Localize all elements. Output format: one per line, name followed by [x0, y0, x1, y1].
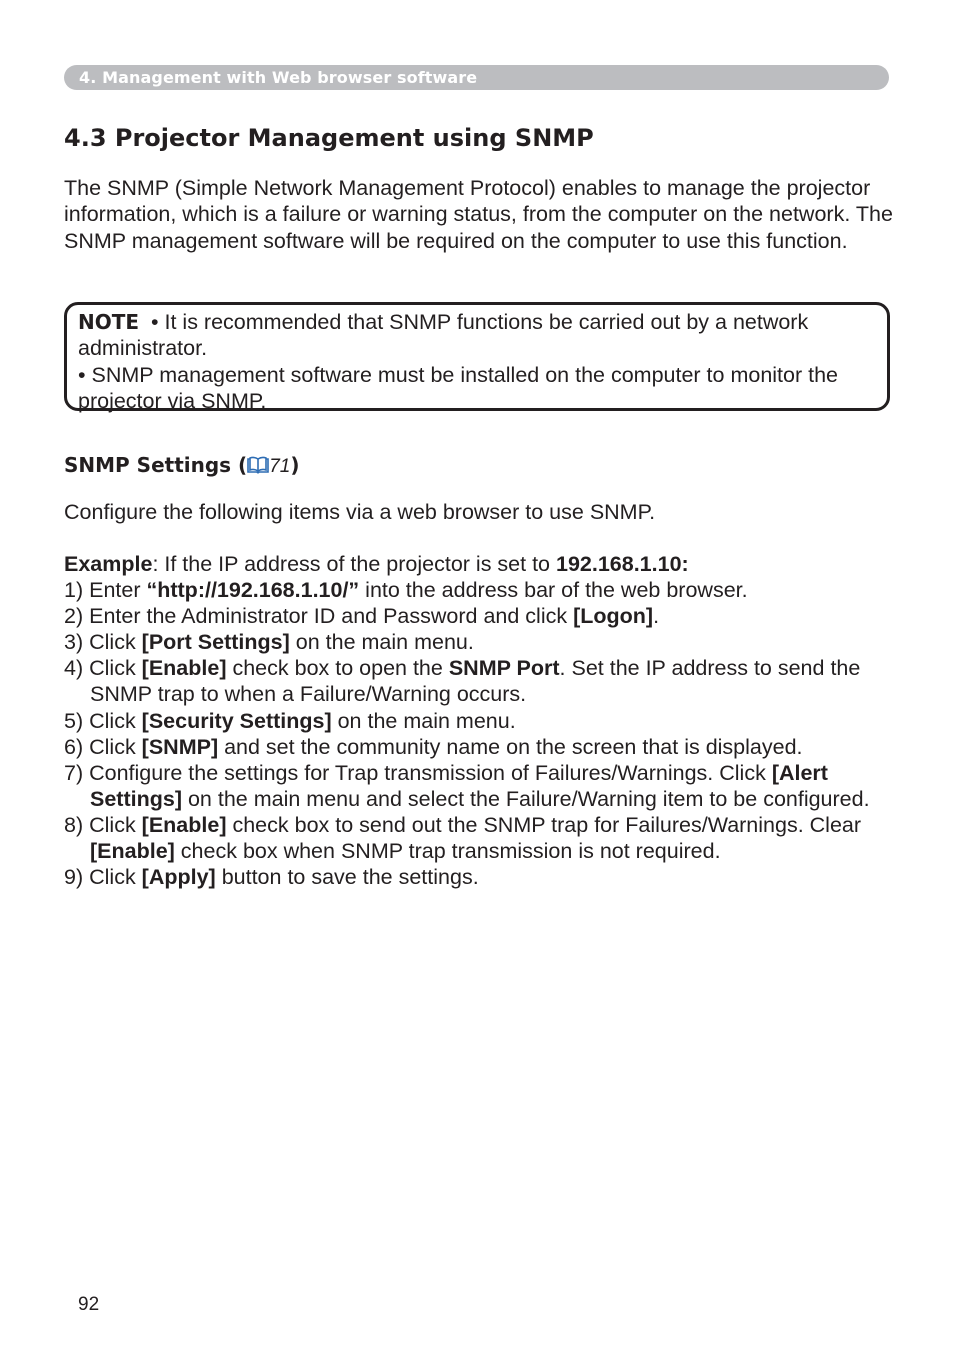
step-text: Click — [89, 812, 142, 837]
step-text: Click — [89, 734, 142, 759]
intro-paragraph: The SNMP (Simple Network Management Protocol) enables to manage the projector information, which is a failure or warning status, from the computer on the network. The SNMP management software will be required on the computer to use this function. — [64, 176, 893, 253]
step-item — [64, 734, 894, 760]
example-block — [64, 551, 894, 890]
step-text: button to save the settings. — [215, 865, 479, 890]
step-text: on the main menu. — [331, 708, 516, 733]
book-reference-icon — [247, 456, 269, 474]
step-text: and set the community name on the screen that is displayed. — [218, 734, 803, 759]
step-number: 1) — [64, 578, 84, 603]
step-item — [64, 629, 894, 655]
step-text: Enter the Administrator ID and Password and click — [89, 604, 574, 629]
step-item — [64, 812, 894, 864]
example-text: : If the IP address of the projector is set to — [152, 552, 556, 576]
note-text-2: • SNMP management software must be installed on the computer to monitor the projector via SNMP. — [78, 362, 839, 413]
step-text: Configure the settings for Trap transmission of Failures/Warnings. Click — [89, 760, 772, 785]
reference-page-link[interactable]: 71 — [269, 456, 291, 477]
note-label: NOTE — [78, 310, 140, 334]
step-item — [64, 577, 894, 603]
snmp-settings-label: SNMP Settings ( — [64, 453, 248, 477]
note-box — [64, 302, 890, 411]
step-emphasis: [SNMP] — [141, 734, 219, 759]
step-emphasis: [Port Settings] — [141, 630, 290, 655]
step-text: Click — [89, 865, 142, 890]
step-text: . — [653, 604, 660, 629]
example-line — [64, 551, 894, 577]
step-text: check box when SNMP trap transmission is not required. — [174, 839, 721, 864]
step-number: 9) — [64, 865, 84, 890]
step-item — [64, 760, 894, 812]
snmp-settings-heading — [64, 453, 299, 478]
step-number: 7) — [64, 760, 84, 785]
step-emphasis: [Enable] — [90, 839, 175, 864]
step-text: on the main menu and select the Failure/Warning item to be configured. — [181, 786, 870, 811]
step-text: on the main menu. — [289, 630, 474, 655]
steps-list — [64, 577, 894, 890]
step-text: . Set the IP address to send the SNMP trap to when a Failure/Warning occurs. — [90, 656, 861, 707]
step-emphasis: “http://192.168.1.10/” — [146, 578, 360, 603]
step-number: 3) — [64, 630, 84, 655]
step-emphasis: [Apply] — [141, 865, 216, 890]
step-emphasis: [Logon] — [573, 604, 654, 629]
step-item — [64, 708, 894, 734]
step-item — [64, 655, 894, 707]
page-number: 92 — [78, 1294, 100, 1315]
step-text: Enter — [89, 578, 147, 603]
step-emphasis: [Alert Settings] — [90, 760, 828, 811]
step-emphasis: SNMP Port — [448, 656, 560, 681]
note-text-1: • It is recommended that SNMP functions be carried out by a network administrator. — [78, 310, 809, 361]
step-number: 4) — [64, 656, 84, 681]
example-ip: 192.168.1.10: — [555, 552, 689, 576]
step-emphasis: [Enable] — [141, 812, 227, 837]
chapter-header-bar — [64, 65, 889, 90]
step-text: into the address bar of the web browser. — [359, 578, 748, 603]
step-text: Click — [89, 708, 142, 733]
step-item — [64, 603, 894, 629]
step-number: 6) — [64, 734, 84, 759]
snmp-settings-close: ) — [290, 453, 300, 477]
config-instruction: Configure the following items via a web browser to use SNMP. — [64, 500, 656, 524]
step-text: check box to open the — [226, 656, 449, 681]
step-emphasis: [Enable] — [141, 656, 227, 681]
step-number: 5) — [64, 708, 84, 733]
note-line-1 — [78, 309, 876, 362]
example-label: Example — [64, 552, 153, 576]
step-text: check box to send out the SNMP trap for Failures/Warnings. Clear — [226, 812, 862, 837]
chapter-breadcrumb: 4. Management with Web browser software — [79, 68, 478, 87]
step-number: 8) — [64, 812, 84, 837]
step-text: Click — [89, 630, 142, 655]
step-item — [64, 864, 894, 890]
step-number: 2) — [64, 604, 84, 629]
step-text: Click — [89, 656, 142, 681]
section-title: 4.3 Projector Management using SNMP — [64, 124, 594, 152]
step-emphasis: [Security Settings] — [141, 708, 332, 733]
